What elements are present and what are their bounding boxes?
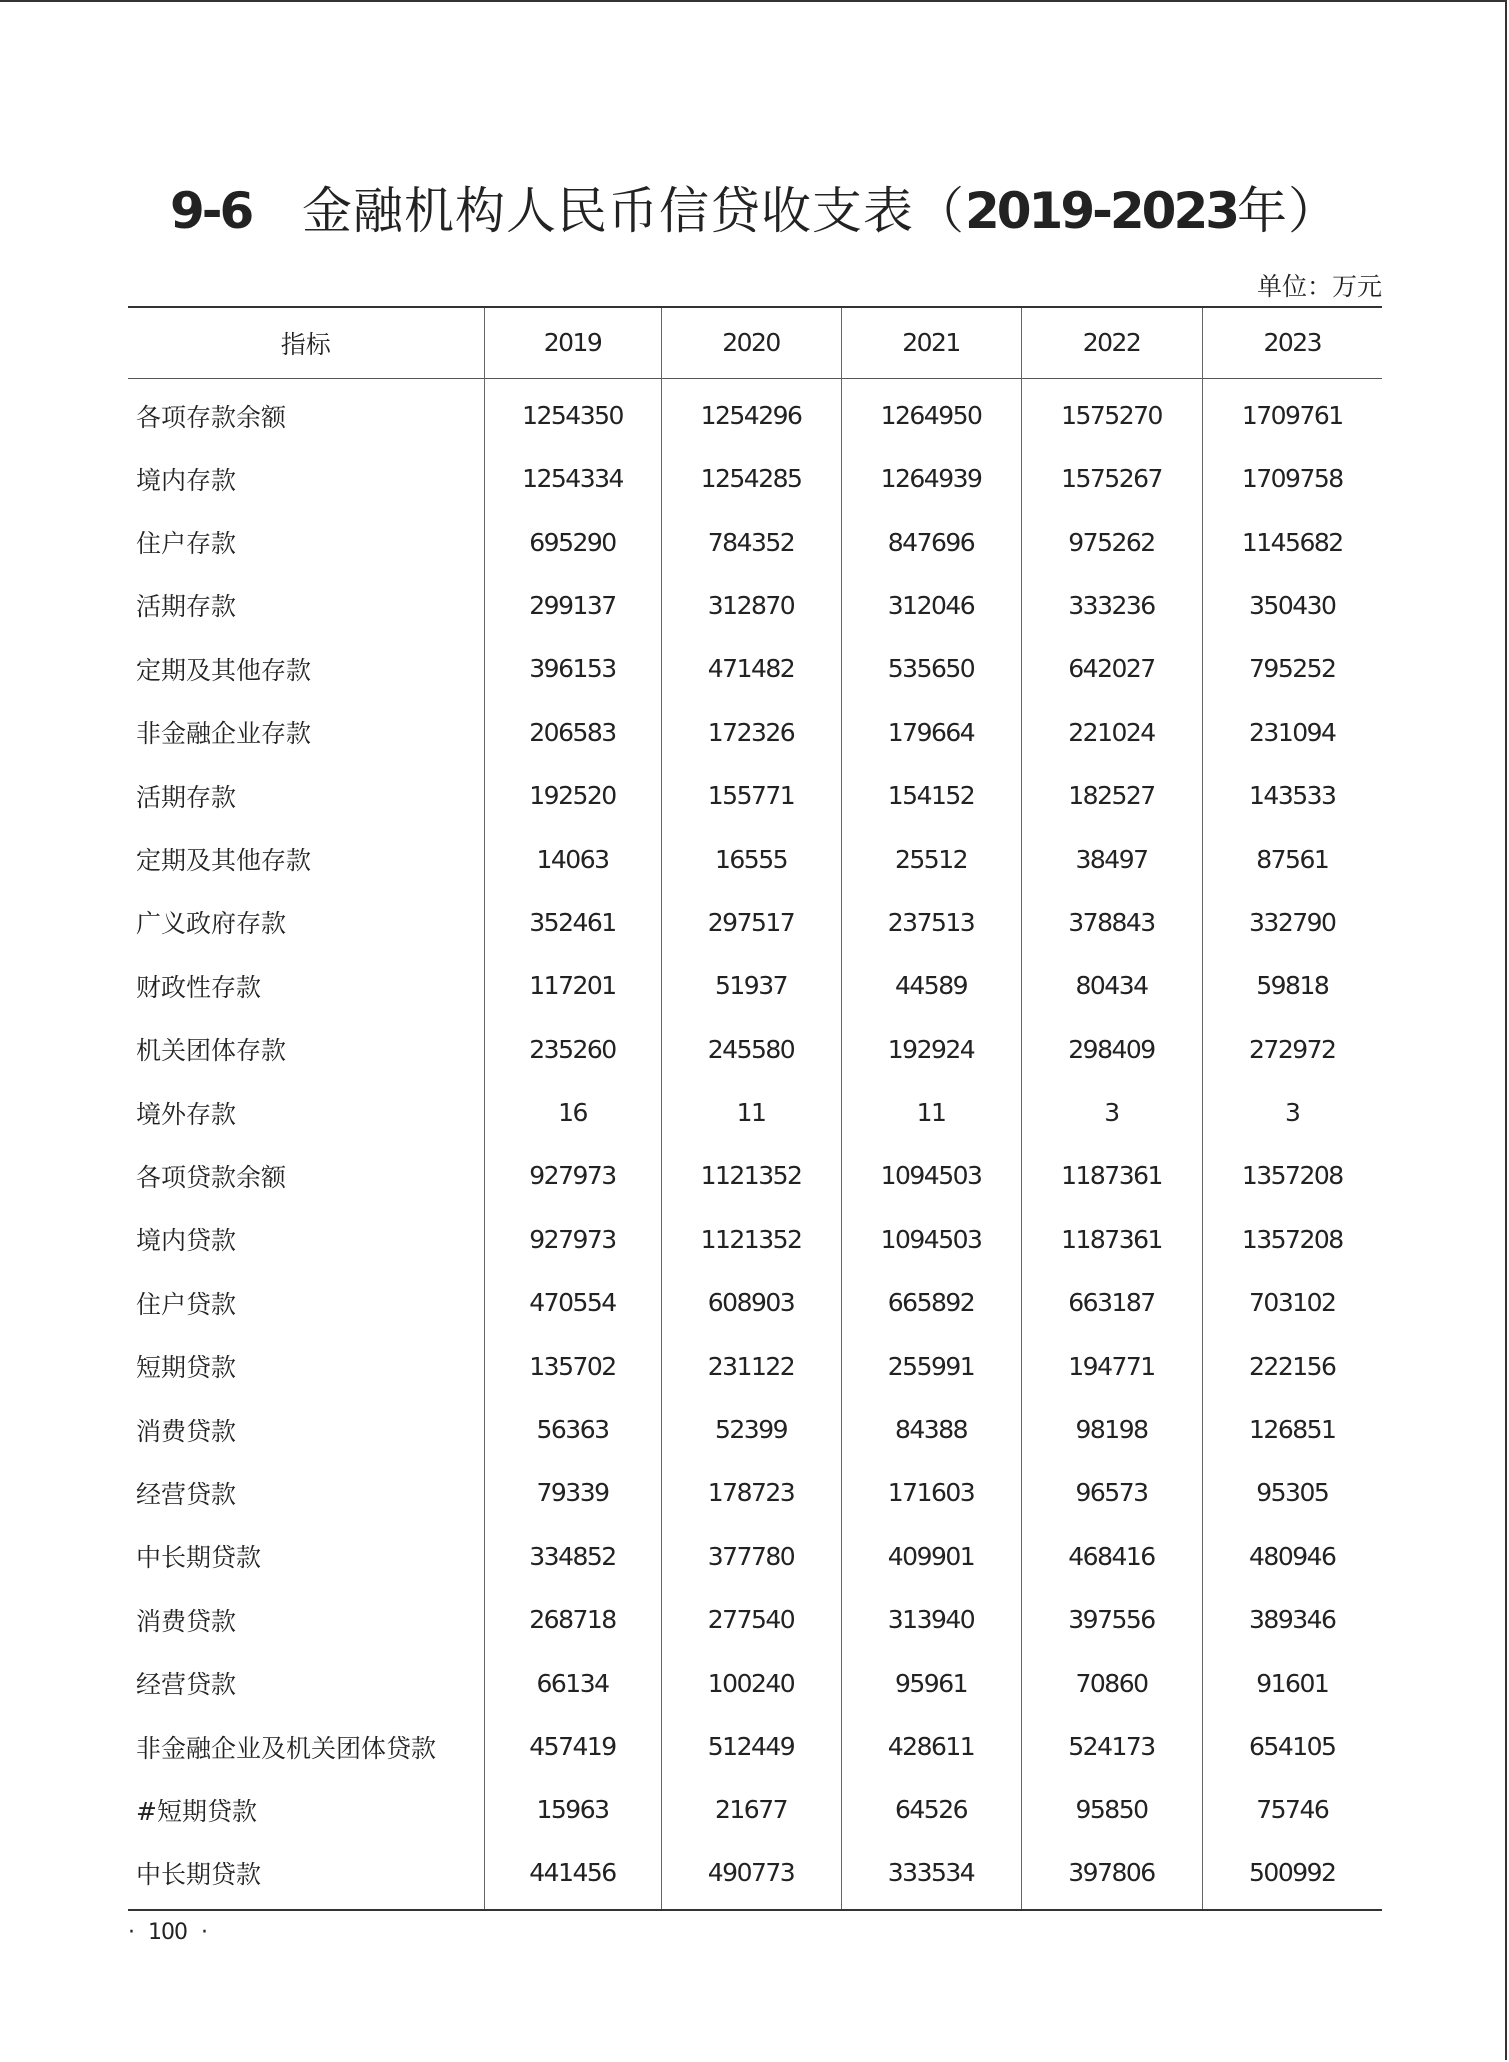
- row-label: 消费贷款: [136, 1606, 237, 1636]
- table-row: [128, 891, 1382, 954]
- cell-value: 126851: [1202, 1398, 1382, 1461]
- cell-value: 428611: [841, 1715, 1021, 1778]
- cell-value: 389346: [1202, 1588, 1382, 1651]
- cell-value: 38497: [1021, 827, 1202, 890]
- cell-value: 333534: [841, 1842, 1021, 1910]
- cell-value: 245580: [661, 1018, 841, 1081]
- cell-value: 1575267: [1021, 447, 1202, 510]
- page-dot: ·: [201, 1920, 207, 1945]
- cell-value: 117201: [484, 954, 661, 1017]
- row-label: 活期存款: [136, 592, 237, 622]
- cell-value: 194771: [1021, 1334, 1202, 1397]
- cell-value: 1187361: [1021, 1208, 1202, 1271]
- page-dot: ·: [128, 1920, 134, 1945]
- header-year: 2022: [1021, 307, 1202, 378]
- cell-value: 1357208: [1202, 1144, 1382, 1207]
- cell-value: 703102: [1202, 1271, 1382, 1334]
- cell-value: 154152: [841, 764, 1021, 827]
- cell-value: 665892: [841, 1271, 1021, 1334]
- cell-value: 1254334: [484, 447, 661, 510]
- cell-value: 490773: [661, 1842, 841, 1910]
- cell-value: 143533: [1202, 764, 1382, 827]
- cell-value: 44589: [841, 954, 1021, 1017]
- cell-value: 1187361: [1021, 1144, 1202, 1207]
- cell-value: 1121352: [661, 1208, 841, 1271]
- cell-value: 334852: [484, 1525, 661, 1588]
- unit-label: 单位：万元: [1256, 272, 1382, 301]
- table-row: [128, 1144, 1382, 1207]
- table-row: [128, 1461, 1382, 1524]
- header-year: 2020: [661, 307, 841, 378]
- cell-value: 3: [1021, 1081, 1202, 1144]
- cell-value: 192520: [484, 764, 661, 827]
- row-label: 中长期贷款: [136, 1859, 262, 1889]
- cell-value: 16: [484, 1081, 661, 1144]
- header-year: 2021: [841, 307, 1021, 378]
- row-label: 广义政府存款: [136, 909, 287, 939]
- cell-value: 608903: [661, 1271, 841, 1334]
- cell-value: 312046: [841, 574, 1021, 637]
- cell-value: 468416: [1021, 1525, 1202, 1588]
- cell-value: 312870: [661, 574, 841, 637]
- cell-value: 1094503: [841, 1208, 1021, 1271]
- cell-value: 378843: [1021, 891, 1202, 954]
- table-row: [128, 1018, 1382, 1081]
- title-years: 2019-2023: [964, 182, 1238, 240]
- cell-value: 524173: [1021, 1715, 1202, 1778]
- row-label: 机关团体存款: [136, 1036, 287, 1066]
- cell-value: 79339: [484, 1461, 661, 1524]
- cell-value: 235260: [484, 1018, 661, 1081]
- cell-value: 784352: [661, 510, 841, 573]
- cell-value: 135702: [484, 1334, 661, 1397]
- cell-value: 847696: [841, 510, 1021, 573]
- cell-value: 56363: [484, 1398, 661, 1461]
- row-label: 定期及其他存款: [136, 655, 312, 685]
- row-label: 经营贷款: [136, 1479, 237, 1509]
- cell-value: 237513: [841, 891, 1021, 954]
- cell-value: 14063: [484, 827, 661, 890]
- cell-value: 268718: [484, 1588, 661, 1651]
- row-label: 消费贷款: [136, 1416, 237, 1446]
- cell-value: 172326: [661, 701, 841, 764]
- cell-value: 1357208: [1202, 1208, 1382, 1271]
- cell-value: 155771: [661, 764, 841, 827]
- row-label: 经营贷款: [136, 1670, 237, 1700]
- cell-value: 1575270: [1021, 378, 1202, 447]
- table-row: [128, 827, 1382, 890]
- page-title: [0, 178, 1509, 244]
- header-year: 2023: [1202, 307, 1382, 378]
- table-row: [128, 574, 1382, 637]
- cell-value: 535650: [841, 637, 1021, 700]
- cell-value: 95850: [1021, 1778, 1202, 1841]
- header-indicator: 指标: [280, 329, 331, 359]
- cell-value: 480946: [1202, 1525, 1382, 1588]
- cell-value: 15963: [484, 1778, 661, 1841]
- cell-value: 277540: [661, 1588, 841, 1651]
- cell-value: 75746: [1202, 1778, 1382, 1841]
- table-row: [128, 510, 1382, 573]
- cell-value: 206583: [484, 701, 661, 764]
- table-row: [128, 1081, 1382, 1144]
- cell-value: 457419: [484, 1715, 661, 1778]
- row-label: 境外存款: [136, 1099, 237, 1129]
- table-row: [128, 1842, 1382, 1910]
- cell-value: 95305: [1202, 1461, 1382, 1524]
- cell-value: 975262: [1021, 510, 1202, 573]
- cell-value: 84388: [841, 1398, 1021, 1461]
- cell-value: 397806: [1021, 1842, 1202, 1910]
- cell-value: 87561: [1202, 827, 1382, 890]
- cell-value: 255991: [841, 1334, 1021, 1397]
- table-number: 9-6: [169, 182, 252, 240]
- table-row: [128, 954, 1382, 1017]
- header-year: 2019: [484, 307, 661, 378]
- cell-value: 352461: [484, 891, 661, 954]
- cell-value: 1254350: [484, 378, 661, 447]
- row-label: 短期贷款: [136, 1353, 237, 1383]
- cell-value: 377780: [661, 1525, 841, 1588]
- cell-value: 500992: [1202, 1842, 1382, 1910]
- row-label: 住户存款: [136, 529, 237, 559]
- cell-value: 52399: [661, 1398, 841, 1461]
- cell-value: 95961: [841, 1651, 1021, 1714]
- cell-value: 91601: [1202, 1651, 1382, 1714]
- cell-value: 21677: [661, 1778, 841, 1841]
- credit-table: [128, 306, 1382, 1911]
- cell-value: 695290: [484, 510, 661, 573]
- row-label: 境内贷款: [136, 1226, 237, 1256]
- table-row: [128, 1271, 1382, 1334]
- cell-value: 179664: [841, 701, 1021, 764]
- table-row: [128, 1651, 1382, 1714]
- cell-value: 299137: [484, 574, 661, 637]
- cell-value: 350430: [1202, 574, 1382, 637]
- cell-value: 397556: [1021, 1588, 1202, 1651]
- page-number: [128, 1918, 207, 1948]
- cell-value: 332790: [1202, 891, 1382, 954]
- cell-value: 654105: [1202, 1715, 1382, 1778]
- table-row: [128, 1588, 1382, 1651]
- cell-value: 231094: [1202, 701, 1382, 764]
- cell-value: 16555: [661, 827, 841, 890]
- cell-value: 396153: [484, 637, 661, 700]
- row-label: 非金融企业存款: [136, 719, 312, 749]
- table-row: [128, 701, 1382, 764]
- table-row: [128, 637, 1382, 700]
- cell-value: 11: [841, 1081, 1021, 1144]
- cell-value: 182527: [1021, 764, 1202, 827]
- cell-value: 298409: [1021, 1018, 1202, 1081]
- row-label: 中长期贷款: [136, 1543, 262, 1573]
- cell-value: 96573: [1021, 1461, 1202, 1524]
- table-row: [128, 1715, 1382, 1778]
- table-row: [128, 1778, 1382, 1841]
- cell-value: 3: [1202, 1081, 1382, 1144]
- cell-value: 25512: [841, 827, 1021, 890]
- cell-value: 98198: [1021, 1398, 1202, 1461]
- cell-value: 1709761: [1202, 378, 1382, 447]
- row-label: 各项贷款余额: [136, 1162, 287, 1192]
- header-row: [128, 307, 1382, 378]
- row-label: 定期及其他存款: [136, 846, 312, 876]
- cell-value: 1254285: [661, 447, 841, 510]
- cell-value: 795252: [1202, 637, 1382, 700]
- cell-value: 642027: [1021, 637, 1202, 700]
- row-label: 非金融企业及机关团体贷款: [136, 1733, 437, 1763]
- cell-value: 512449: [661, 1715, 841, 1778]
- cell-value: 1264939: [841, 447, 1021, 510]
- cell-value: 1121352: [661, 1144, 841, 1207]
- cell-value: 51937: [661, 954, 841, 1017]
- cell-value: 1094503: [841, 1144, 1021, 1207]
- cell-value: 100240: [661, 1651, 841, 1714]
- cell-value: 297517: [661, 891, 841, 954]
- page-number-value: 100: [148, 1920, 187, 1945]
- cell-value: 1254296: [661, 378, 841, 447]
- table-row: [128, 1398, 1382, 1461]
- cell-value: 171603: [841, 1461, 1021, 1524]
- row-label: 各项存款余额: [136, 402, 287, 432]
- cell-value: 222156: [1202, 1334, 1382, 1397]
- cell-value: 927973: [484, 1208, 661, 1271]
- cell-value: 272972: [1202, 1018, 1382, 1081]
- row-label: 住户贷款: [136, 1289, 237, 1319]
- cell-value: 70860: [1021, 1651, 1202, 1714]
- cell-value: 221024: [1021, 701, 1202, 764]
- title-suffix: 年）: [1237, 182, 1340, 240]
- cell-value: 80434: [1021, 954, 1202, 1017]
- cell-value: 192924: [841, 1018, 1021, 1081]
- table-row: [128, 1525, 1382, 1588]
- cell-value: 59818: [1202, 954, 1382, 1017]
- cell-value: 11: [661, 1081, 841, 1144]
- cell-value: 470554: [484, 1271, 661, 1334]
- cell-value: 333236: [1021, 574, 1202, 637]
- table-row: [128, 1208, 1382, 1271]
- cell-value: 66134: [484, 1651, 661, 1714]
- cell-value: 231122: [661, 1334, 841, 1397]
- cell-value: 927973: [484, 1144, 661, 1207]
- table-row: [128, 1334, 1382, 1397]
- cell-value: 313940: [841, 1588, 1021, 1651]
- cell-value: 663187: [1021, 1271, 1202, 1334]
- cell-value: 1145682: [1202, 510, 1382, 573]
- row-label: 境内存款: [136, 465, 237, 495]
- title-text: 金融机构人民币信贷收支表（: [301, 182, 965, 240]
- cell-value: 1264950: [841, 378, 1021, 447]
- cell-value: 1709758: [1202, 447, 1382, 510]
- table-row: [128, 764, 1382, 827]
- table-row: [128, 378, 1382, 447]
- cell-value: 409901: [841, 1525, 1021, 1588]
- row-label: 财政性存款: [136, 972, 262, 1002]
- cell-value: 64526: [841, 1778, 1021, 1841]
- cell-value: 441456: [484, 1842, 661, 1910]
- cell-value: 471482: [661, 637, 841, 700]
- table-row: [128, 447, 1382, 510]
- row-label: 活期存款: [136, 782, 237, 812]
- row-label: #短期贷款: [136, 1796, 257, 1826]
- cell-value: 178723: [661, 1461, 841, 1524]
